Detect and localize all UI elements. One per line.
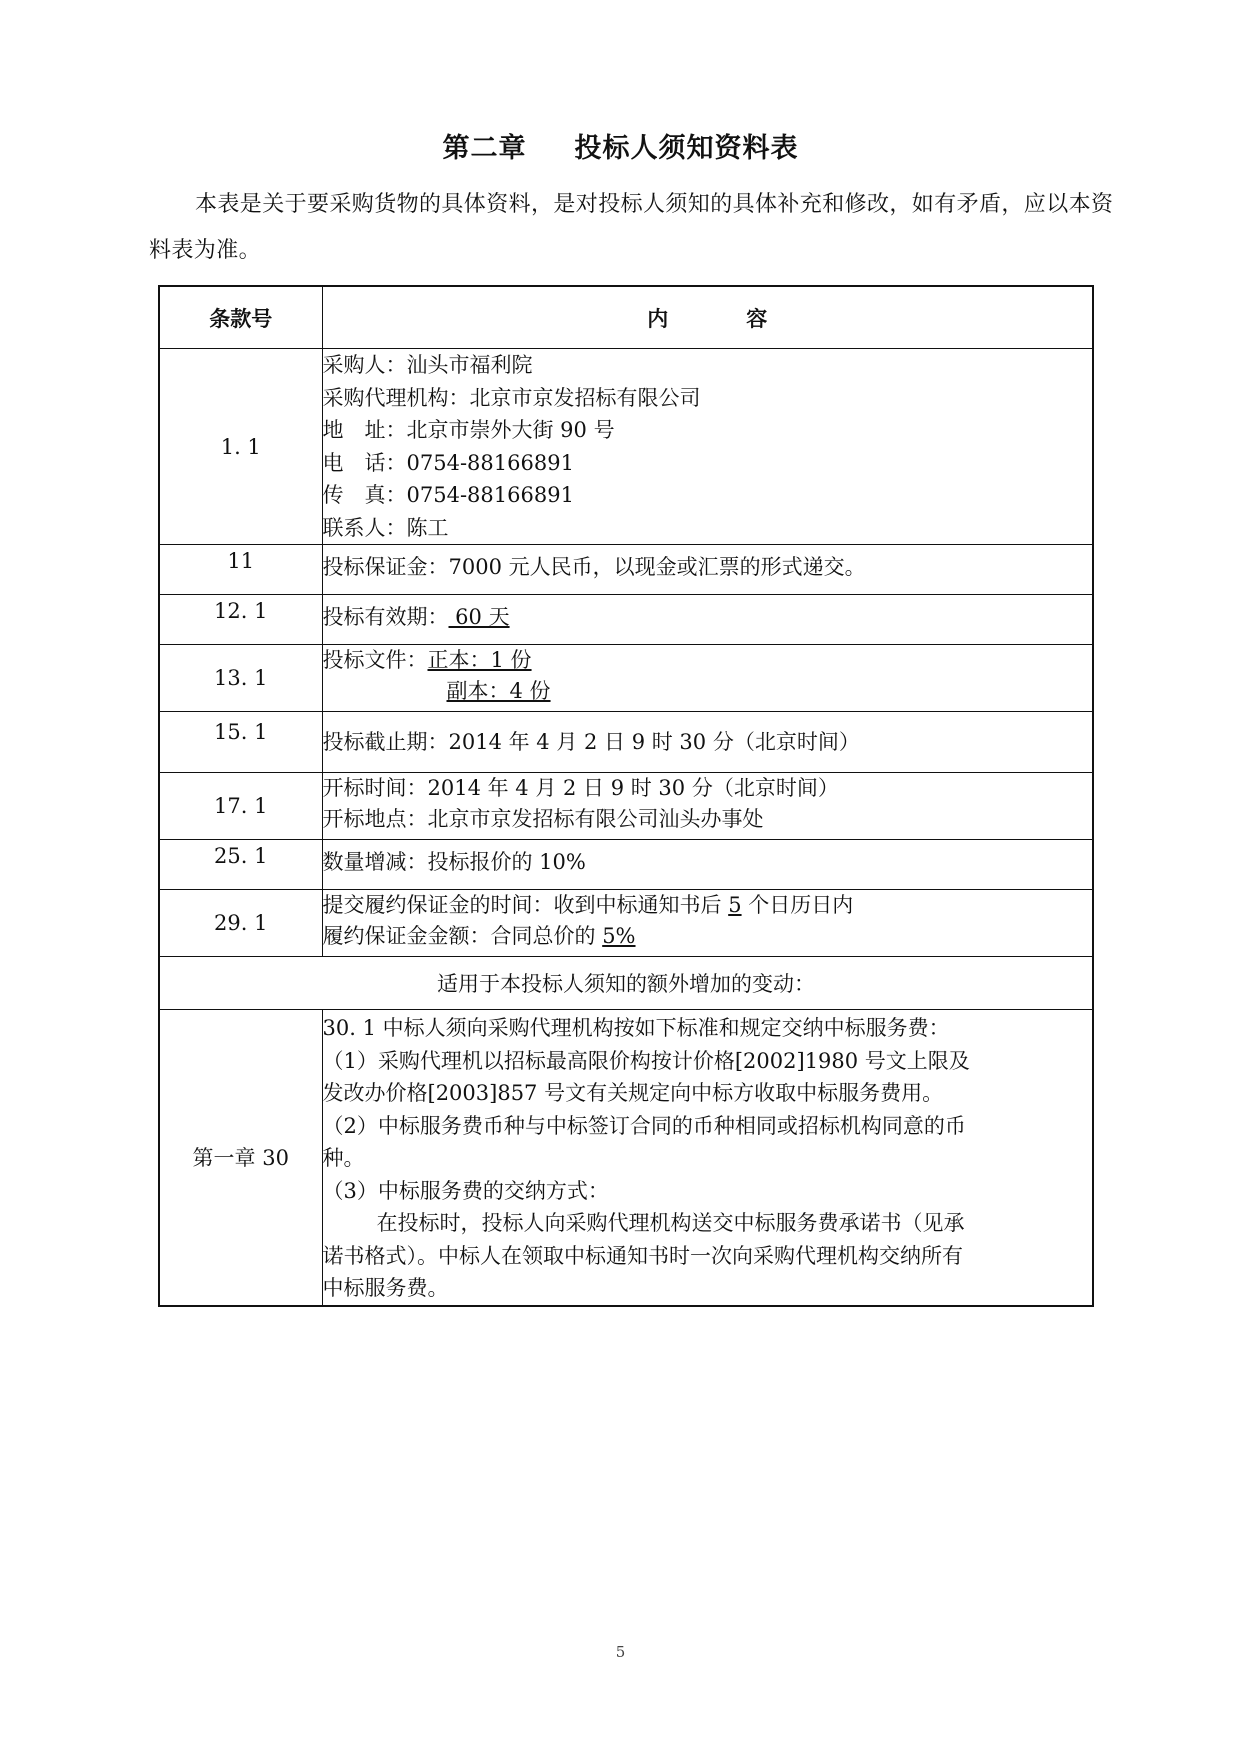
clause-number: 13. 1 — [159, 645, 322, 712]
header-clause-no: 条款号 — [159, 286, 322, 349]
table-row — [159, 890, 1093, 957]
clause-content: 投标文件：正本：1 份 副本：4 份 — [322, 645, 1093, 712]
clause-number: 12. 1 — [159, 595, 322, 645]
clause-content: 数量增减：投标报价的 10% — [322, 840, 1093, 890]
chapter-title — [0, 126, 1241, 165]
clause-number: 25. 1 — [159, 840, 322, 890]
clause-number: 17. 1 — [159, 773, 322, 840]
clause-number: 29. 1 — [159, 890, 322, 957]
table-row — [159, 349, 1093, 545]
table-row — [159, 840, 1093, 890]
page-number: 5 — [615, 1643, 626, 1661]
table-row — [159, 773, 1093, 840]
clause-content: 投标保证金：7000 元人民币，以现金或汇票的形式递交。 — [322, 545, 1093, 595]
clause-content: 投标有效期： 60 天 — [322, 595, 1093, 645]
clause-content: 开标时间：2014 年 4 月 2 日 9 时 30 分（北京时间） 开标地点：北京市京发招标有限公司汕头办事处 — [322, 773, 1093, 840]
table-header-row — [159, 286, 1093, 349]
clause-number: 1. 1 — [159, 349, 322, 545]
table-row — [159, 712, 1093, 773]
intro-paragraph: 本表是关于要采购货物的具体资料，是对投标人须知的具体补充和修改，如有矛盾，应以本资料表为准。 — [149, 192, 1114, 263]
clause-number: 第一章 30 — [159, 1010, 322, 1306]
clause-content: 采购人：汕头市福利院 采购代理机构：北京市京发招标有限公司 地 址：北京市崇外大街 90 号 电 话：0754-88166891 传 真：0754-88166891 联系人：陈工 — [322, 349, 1093, 545]
header-content: 内 容 — [322, 286, 1093, 349]
extra-changes-heading: 适用于本投标人须知的额外增加的变动： — [159, 957, 1093, 1010]
clause-number: 11 — [159, 545, 322, 595]
table-row — [159, 545, 1093, 595]
chapter-name: 投标人须知资料表 — [574, 133, 799, 164]
chapter-number: 第二章 — [442, 133, 527, 164]
clause-content: 投标截止期：2014 年 4 月 2 日 9 时 30 分（北京时间） — [322, 712, 1093, 773]
table-row — [159, 645, 1093, 712]
clause-content: 提交履约保证金的时间：收到中标通知书后 5 个日历日内 履约保证金金额：合同总价的 5% — [322, 890, 1093, 957]
clause-content: 30. 1 中标人须向采购代理机构按如下标准和规定交纳中标服务费： （1）采购代理机以招标最高限价构按计价格[2002]1980 号文上限及 发改办价格[2003]857 号文有关规定向中标方收取中标服务费用。 （2）中标服务费币种与中标签订合同的币种相同或招标机构同意的币 种。 （3）中标服务费的交纳方式： 在投标时，投标人向采购代理机构送交中标服务费承诺书（见承 诺书格式）。中标人在领取中标通知书时一次向采购代理机构交纳所有 中标服务费。 — [322, 1010, 1093, 1306]
clause-number: 15. 1 — [159, 712, 322, 773]
table-row — [159, 595, 1093, 645]
table-row — [159, 1010, 1093, 1306]
data-sheet-table — [158, 285, 1094, 1307]
table-row — [159, 957, 1093, 1010]
